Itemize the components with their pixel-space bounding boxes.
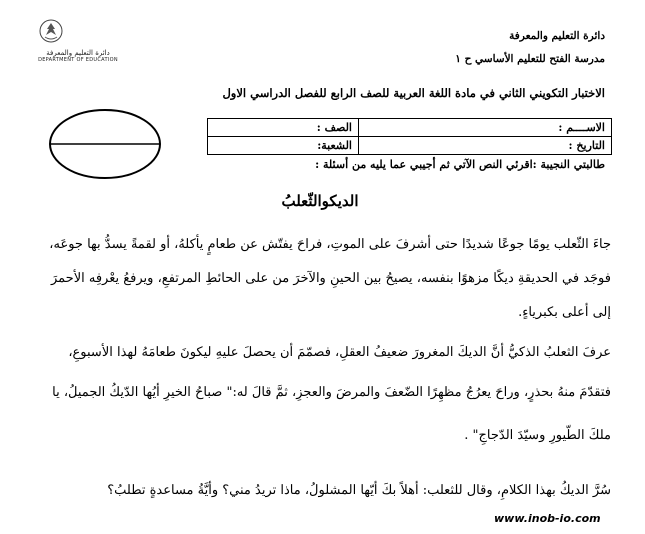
section-cell[interactable] [208,137,359,155]
story-line: فوجَد في الحديقةِ ديكًا مزهوًا بنفسه، يصيحُ بين الحينِ والآخرَ من على الحائطِ المرتفعِ، ويرفعُ يعْرفِه الأحمرَ [50,271,611,286]
logo-text-en: DEPARTMENT OF EDUCATION [38,57,118,63]
story-title: الديكوالثّعلبُ [281,192,359,210]
story-line: سُرَّ الديكُ بهذا الكلامِ، وقال للثعلب: أهلاً بكَ أيّها المشلولُ، ماذا تريدُ مني؟ وأيَّةُ مساعدةٍ تطلبُ؟ [107,483,611,498]
grade-label: الصف : [316,121,352,134]
story-line: إلى أعلى بكبرياءٍ. [518,305,611,320]
section-label: الشعبة: [317,139,352,152]
grade-cell[interactable] [208,119,359,137]
story-line: عرفَ الثعلبُ الذكيُّ أنَّ الديكَ المغرورَ ضعيفُ العقلِ، فصمّمَ أن يحصلَ عليهِ ليكونَ طعامَهُ لهذا الأسبوعِ، [68,345,611,360]
logo-text-ar: دائرة التعليم والمعرفة [46,49,110,57]
date-cell[interactable] [359,137,612,155]
falcon-emblem-icon [38,18,64,44]
grade-oval [48,108,162,180]
story-line: ملكَ الطّيورِ وسيّدَ الدّجاجِ" . [464,428,611,443]
story-line: جاءَ الثّعلب يومًا جوعًا شديدًا حتى أشرفَ على الموتِ، فراحَ يفتّش عن طعامٍ يأكلهُ، أو لقمةً يسدُّ بها جوعَه، [49,237,611,252]
school-name: مدرسة الفتح للتعليم الأساسي ح ١ [455,53,605,65]
exam-title: الاختبار التكويني الثاني في مادة اللغة العربية للصف الرابع للفصل الدراسي الاول [222,86,605,100]
site-url: www.inob-io.com [494,512,601,525]
name-cell[interactable] [359,119,612,137]
date-label: التاريخ : [568,139,605,152]
department-name: دائرة التعليم والمعرفة [509,30,605,42]
student-info-table [207,118,612,155]
instruction-text: طالبتي النجيبة :اقرئي النص الآتي ثم أجيبي عما يليه من أسئلة : [315,158,605,171]
name-label: الاســــم : [558,121,605,134]
logo [38,18,118,63]
story-line: فتقدّمَ منهُ بحذرٍ، وراحَ يعرُجُ مظهِرًا الضّعفَ والمرضَ والعجزِ، ثمَّ قالَ له:" صباحُ الخيرِ أيُها الدّيكُ الجميلُ، يا [52,385,611,400]
